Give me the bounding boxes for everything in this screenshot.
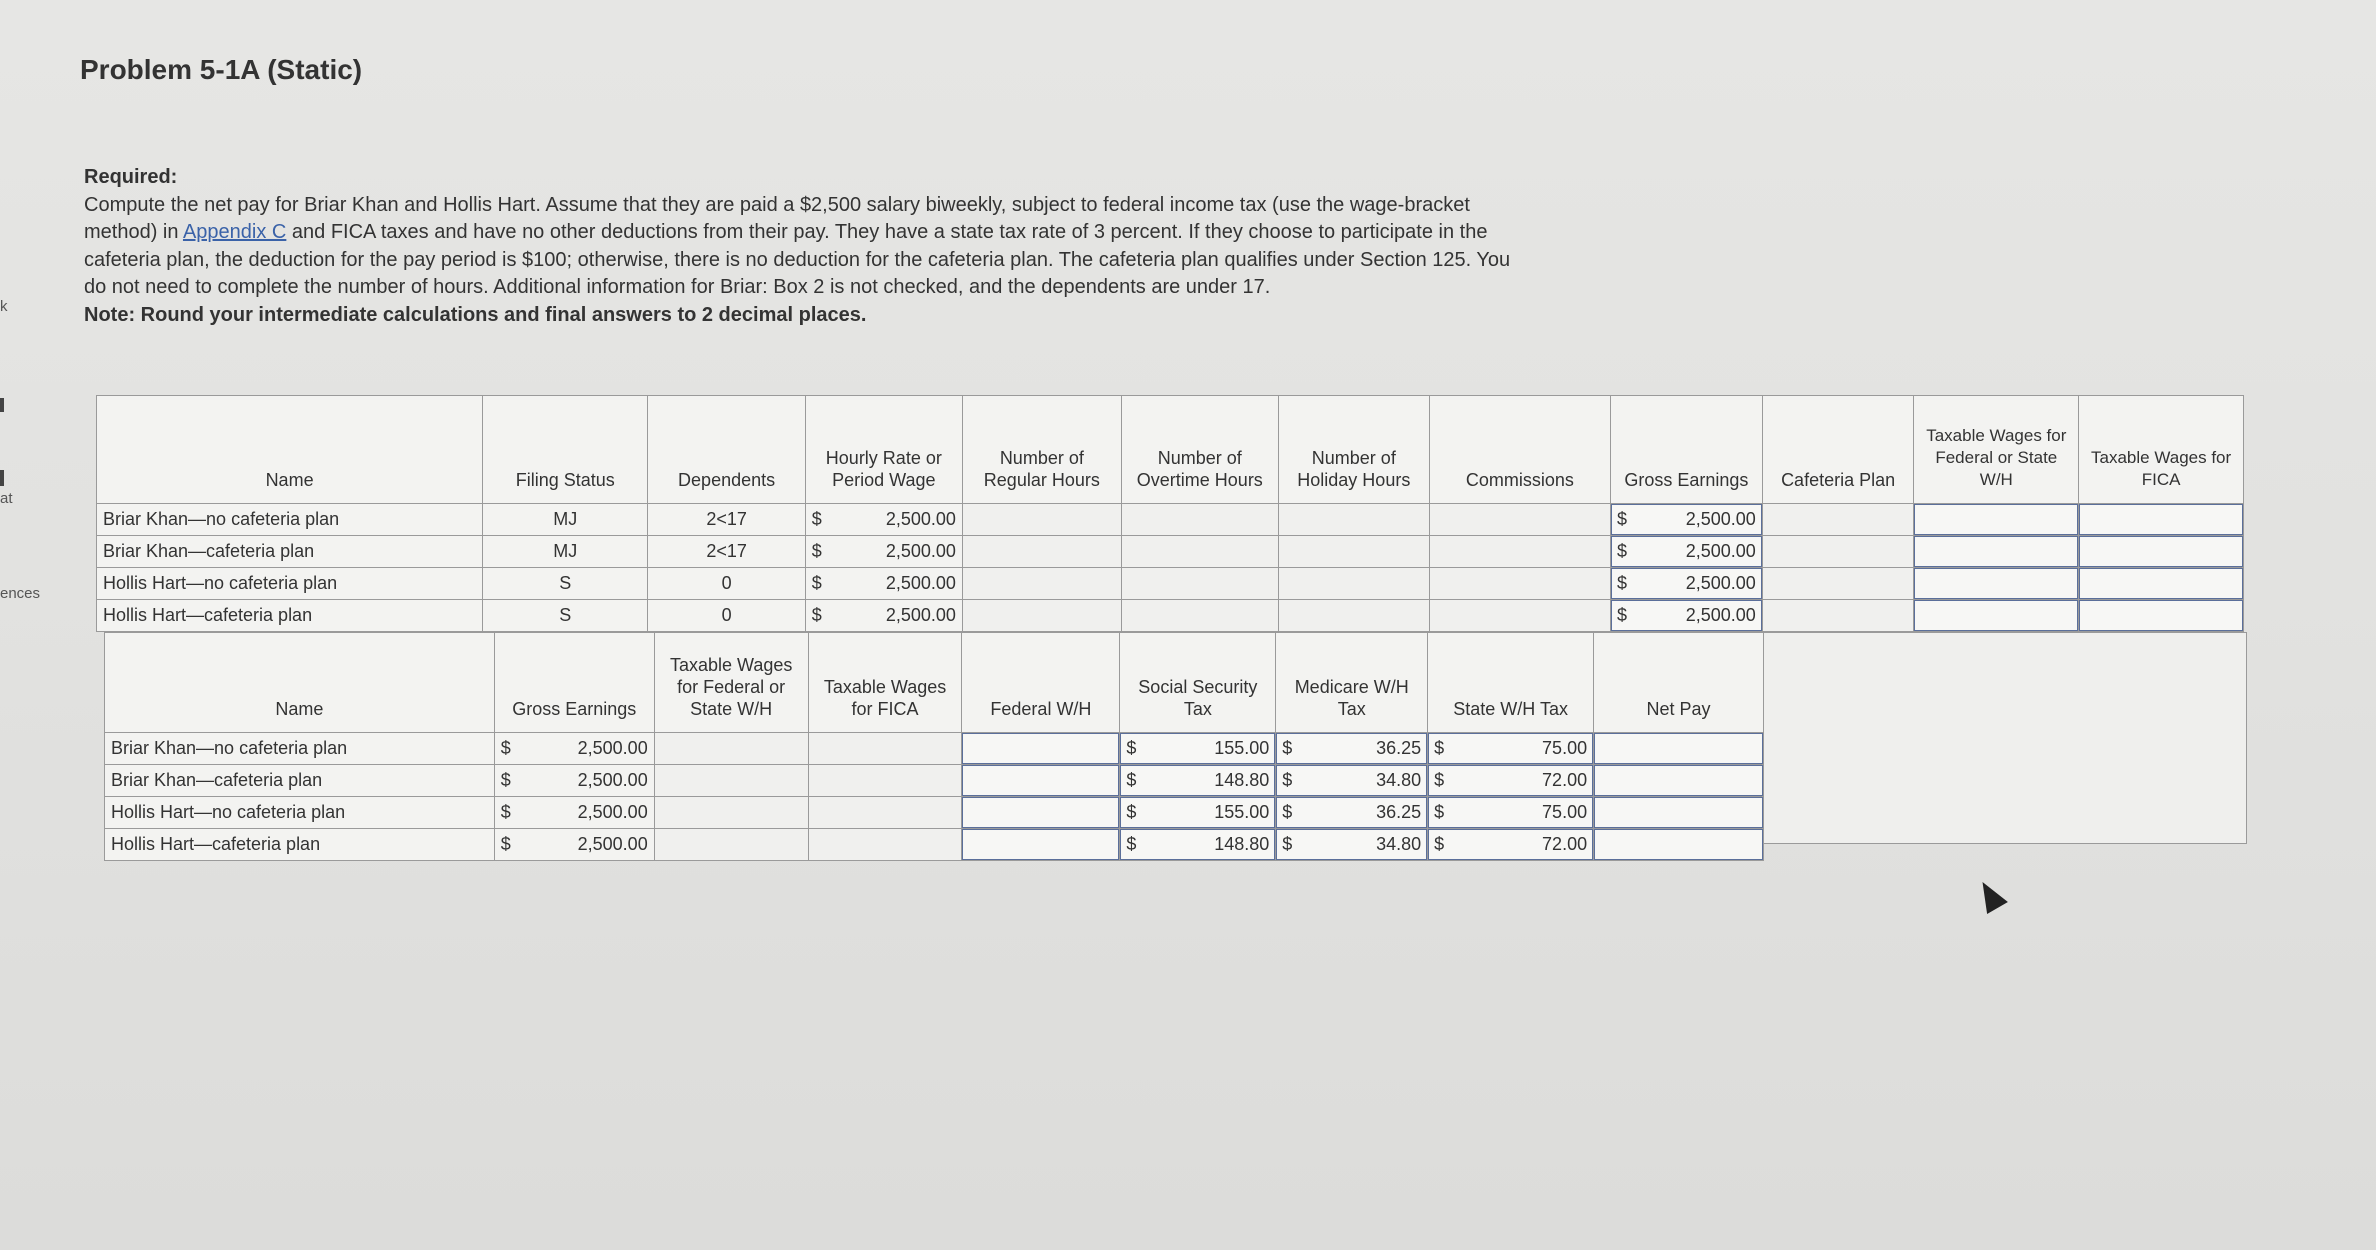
currency-sign: $: [1434, 738, 1445, 758]
gross-earnings-input[interactable]: [1610, 568, 1762, 600]
instructions-body: [84, 192, 1524, 302]
amount: 2,500.00: [1685, 573, 1756, 593]
gross-earnings-input[interactable]: [1610, 536, 1762, 568]
cafeteria-plan-cell: [1762, 568, 1914, 600]
sidebar-fragment: at: [0, 490, 13, 507]
currency-sign: $: [1282, 738, 1293, 758]
regular-hours-cell: [962, 536, 1121, 568]
amount: 155.00: [1214, 738, 1270, 758]
commissions-cell: [1429, 600, 1610, 632]
amount: 2,500.00: [577, 770, 648, 790]
currency-sign: $: [811, 573, 822, 593]
state-wh-input[interactable]: [1428, 829, 1594, 861]
taxable-wages-fica-input[interactable]: [2079, 568, 2244, 600]
currency-sign: $: [1434, 802, 1445, 822]
employee-name: Briar Khan—cafeteria plan: [97, 536, 483, 568]
column-header: Cafeteria Plan: [1762, 396, 1914, 504]
period-wage: [805, 600, 962, 632]
column-header: Gross Earnings: [494, 633, 654, 733]
overtime-hours-cell: [1121, 568, 1278, 600]
amount: 2,500.00: [885, 573, 956, 593]
currency-sign: $: [500, 834, 511, 854]
sidebar-fragment: ences: [0, 585, 41, 602]
table-row: [97, 600, 2244, 632]
gross-earnings-input[interactable]: [1610, 504, 1762, 536]
taxable-wages-fed-cell: [654, 733, 808, 765]
taxable-wages-fica-input[interactable]: [2079, 536, 2244, 568]
table-row: [105, 829, 1764, 861]
medicare-input[interactable]: [1276, 797, 1428, 829]
column-header: Dependents: [648, 396, 805, 504]
currency-sign: $: [1616, 541, 1627, 561]
cafeteria-plan-cell: [1762, 600, 1914, 632]
employee-name: Briar Khan—no cafeteria plan: [97, 504, 483, 536]
amount: 36.25: [1376, 802, 1422, 822]
column-header: Medicare W/H Tax: [1276, 633, 1428, 733]
taxable-wages-fica-cell: [808, 765, 962, 797]
instructions-text: and FICA taxes and have no other deductions from their pay. They have a state tax rate of 3 percent. If they choose to participate in the cafeteria plan, the deduction for the pay period is $100; otherwise, there is no deduction for the cafeteria plan. The cafeteria plan qualifies under Section 125. You do not need to complete the number of hours. Additional information for Briar: Box 2 is not checked, and the dependents are under 17.: [84, 221, 1511, 298]
holiday-hours-cell: [1278, 568, 1429, 600]
social-security-input[interactable]: [1120, 765, 1276, 797]
holiday-hours-cell: [1278, 504, 1429, 536]
table-row: [97, 536, 2244, 568]
table-header-row: [97, 396, 2244, 504]
employee-name: Hollis Hart—no cafeteria plan: [105, 797, 495, 829]
amount: 72.00: [1542, 834, 1588, 854]
employee-name: Hollis Hart—cafeteria plan: [105, 829, 495, 861]
period-wage: [805, 504, 962, 536]
commissions-cell: [1429, 504, 1610, 536]
period-wage: [805, 568, 962, 600]
taxable-wages-fica-input[interactable]: [2079, 504, 2244, 536]
dependents: 0: [648, 600, 805, 632]
column-header: Federal W/H: [962, 633, 1120, 733]
currency-sign: $: [1616, 573, 1627, 593]
employee-name: Briar Khan—no cafeteria plan: [105, 733, 495, 765]
employee-name: Hollis Hart—cafeteria plan: [97, 600, 483, 632]
filing-status: MJ: [483, 504, 648, 536]
regular-hours-cell: [962, 568, 1121, 600]
table-row: [105, 765, 1764, 797]
amount: 2,500.00: [885, 605, 956, 625]
dependents: 2<17: [648, 504, 805, 536]
medicare-input[interactable]: [1276, 733, 1428, 765]
table-row: [105, 733, 1764, 765]
net-pay-input[interactable]: [1594, 733, 1764, 765]
column-header: Taxable Wages for FICA: [2079, 396, 2244, 504]
currency-sign: $: [1126, 770, 1137, 790]
taxable-wages-fica-cell: [808, 797, 962, 829]
amount: 2,500.00: [1685, 605, 1756, 625]
gross-earnings-input[interactable]: [1610, 600, 1762, 632]
column-header: Name: [105, 633, 495, 733]
column-header: Name: [97, 396, 483, 504]
amount: 2,500.00: [577, 834, 648, 854]
net-pay-input[interactable]: [1594, 829, 1764, 861]
currency-sign: $: [811, 509, 822, 529]
gross-earnings: [494, 797, 654, 829]
currency-sign: $: [1282, 802, 1293, 822]
table-row: [97, 504, 2244, 536]
sidebar-fragment-bar: [0, 470, 4, 486]
amount: 75.00: [1542, 802, 1588, 822]
regular-hours-cell: [962, 504, 1121, 536]
currency-sign: $: [500, 770, 511, 790]
column-header: Number of Overtime Hours: [1121, 396, 1278, 504]
page-title: Problem 5-1A (Static): [80, 54, 363, 85]
column-header: Taxable Wages for Federal or State W/H: [1914, 396, 2079, 504]
currency-sign: $: [1282, 834, 1293, 854]
social-security-input[interactable]: [1120, 797, 1276, 829]
currency-sign: $: [1616, 509, 1627, 529]
amount: 148.80: [1214, 770, 1270, 790]
federal-wh-input[interactable]: [962, 797, 1120, 829]
column-header: Commissions: [1429, 396, 1610, 504]
filing-status: MJ: [483, 536, 648, 568]
cafeteria-plan-cell: [1762, 504, 1914, 536]
currency-sign: $: [811, 541, 822, 561]
gross-earnings: [494, 829, 654, 861]
amount: 148.80: [1214, 834, 1270, 854]
column-header: Social Security Tax: [1120, 633, 1276, 733]
holiday-hours-cell: [1278, 536, 1429, 568]
net-pay-input[interactable]: [1594, 797, 1764, 829]
commissions-cell: [1429, 536, 1610, 568]
amount: 75.00: [1542, 738, 1588, 758]
currency-sign: $: [811, 605, 822, 625]
gross-earnings: [494, 765, 654, 797]
column-header: Taxable Wages for FICA: [808, 633, 962, 733]
column-header: Taxable Wages for Federal or State W/H: [654, 633, 808, 733]
state-wh-input[interactable]: [1428, 765, 1594, 797]
amount: 2,500.00: [1685, 509, 1756, 529]
amount: 2,500.00: [577, 802, 648, 822]
filing-status: S: [483, 600, 648, 632]
amount: 34.80: [1376, 770, 1422, 790]
period-wage: [805, 536, 962, 568]
amount: 2,500.00: [885, 541, 956, 561]
taxable-wages-fed-input[interactable]: [1914, 568, 2079, 600]
currency-sign: $: [1126, 738, 1137, 758]
holiday-hours-cell: [1278, 600, 1429, 632]
taxable-wages-fica-input[interactable]: [2079, 600, 2244, 632]
dependents: 0: [648, 568, 805, 600]
federal-wh-input[interactable]: [962, 829, 1120, 861]
instructions: [84, 164, 1524, 329]
overtime-hours-cell: [1121, 504, 1278, 536]
taxable-wages-fed-input[interactable]: [1914, 504, 2079, 536]
employee-name: Briar Khan—cafeteria plan: [105, 765, 495, 797]
currency-sign: $: [1616, 605, 1627, 625]
currency-sign: $: [1126, 802, 1137, 822]
currency-sign: $: [1282, 770, 1293, 790]
column-header: Filing Status: [483, 396, 648, 504]
gross-earnings: [494, 733, 654, 765]
taxable-wages-fed-cell: [654, 797, 808, 829]
rounding-note: Note: Round your intermediate calculations and final answers to 2 decimal places.: [84, 303, 867, 326]
medicare-input[interactable]: [1276, 765, 1428, 797]
currency-sign: $: [500, 802, 511, 822]
overtime-hours-cell: [1121, 600, 1278, 632]
column-header: State W/H Tax: [1428, 633, 1594, 733]
cafeteria-plan-cell: [1762, 536, 1914, 568]
earnings-table: [96, 395, 2244, 632]
amount: 72.00: [1542, 770, 1588, 790]
sidebar-fragment: k: [0, 298, 8, 315]
net-pay-input[interactable]: [1594, 765, 1764, 797]
column-header: Number of Regular Hours: [962, 396, 1121, 504]
state-wh-input[interactable]: [1428, 797, 1594, 829]
regular-hours-cell: [962, 600, 1121, 632]
state-wh-input[interactable]: [1428, 733, 1594, 765]
amount: 34.80: [1376, 834, 1422, 854]
filing-status: S: [483, 568, 648, 600]
instructions-text: Compute the net pay for Briar Khan and Hollis Hart. Assume that they are paid a $2,500 salary biweekly, subject to federal income tax (use the wage-bracket method) in: [84, 193, 1470, 243]
amount: 2,500.00: [885, 509, 956, 529]
column-header: Hourly Rate or Period Wage: [805, 396, 962, 504]
amount: 2,500.00: [1685, 541, 1756, 561]
amount: 155.00: [1214, 802, 1270, 822]
column-header: Number of Holiday Hours: [1278, 396, 1429, 504]
currency-sign: $: [1434, 834, 1445, 854]
federal-wh-input[interactable]: [962, 733, 1120, 765]
table-row: [97, 568, 2244, 600]
medicare-input[interactable]: [1276, 829, 1428, 861]
currency-sign: $: [500, 738, 511, 758]
taxable-wages-fica-cell: [808, 829, 962, 861]
amount: 2,500.00: [577, 738, 648, 758]
employee-name: Hollis Hart—no cafeteria plan: [97, 568, 483, 600]
currency-sign: $: [1434, 770, 1445, 790]
dependents: 2<17: [648, 536, 805, 568]
social-security-input[interactable]: [1120, 829, 1276, 861]
required-heading: Required:: [84, 166, 178, 188]
appendix-link[interactable]: Appendix C: [182, 221, 287, 243]
mouse-pointer-icon: [1972, 876, 2008, 914]
table-row: [105, 797, 1764, 829]
taxable-wages-fed-cell: [654, 765, 808, 797]
column-header: Gross Earnings: [1610, 396, 1762, 504]
table-frame: [1764, 632, 2247, 844]
table-header-row: [105, 633, 1764, 733]
amount: 36.25: [1376, 738, 1422, 758]
sidebar-fragment-bar: [0, 398, 4, 412]
taxable-wages-fica-cell: [808, 733, 962, 765]
overtime-hours-cell: [1121, 536, 1278, 568]
commissions-cell: [1429, 568, 1610, 600]
federal-wh-input[interactable]: [962, 765, 1120, 797]
taxable-wages-fed-input[interactable]: [1914, 536, 2079, 568]
social-security-input[interactable]: [1120, 733, 1276, 765]
column-header: Net Pay: [1594, 633, 1764, 733]
taxable-wages-fed-cell: [654, 829, 808, 861]
deductions-table: [104, 632, 1764, 861]
currency-sign: $: [1126, 834, 1137, 854]
taxable-wages-fed-input[interactable]: [1914, 600, 2079, 632]
